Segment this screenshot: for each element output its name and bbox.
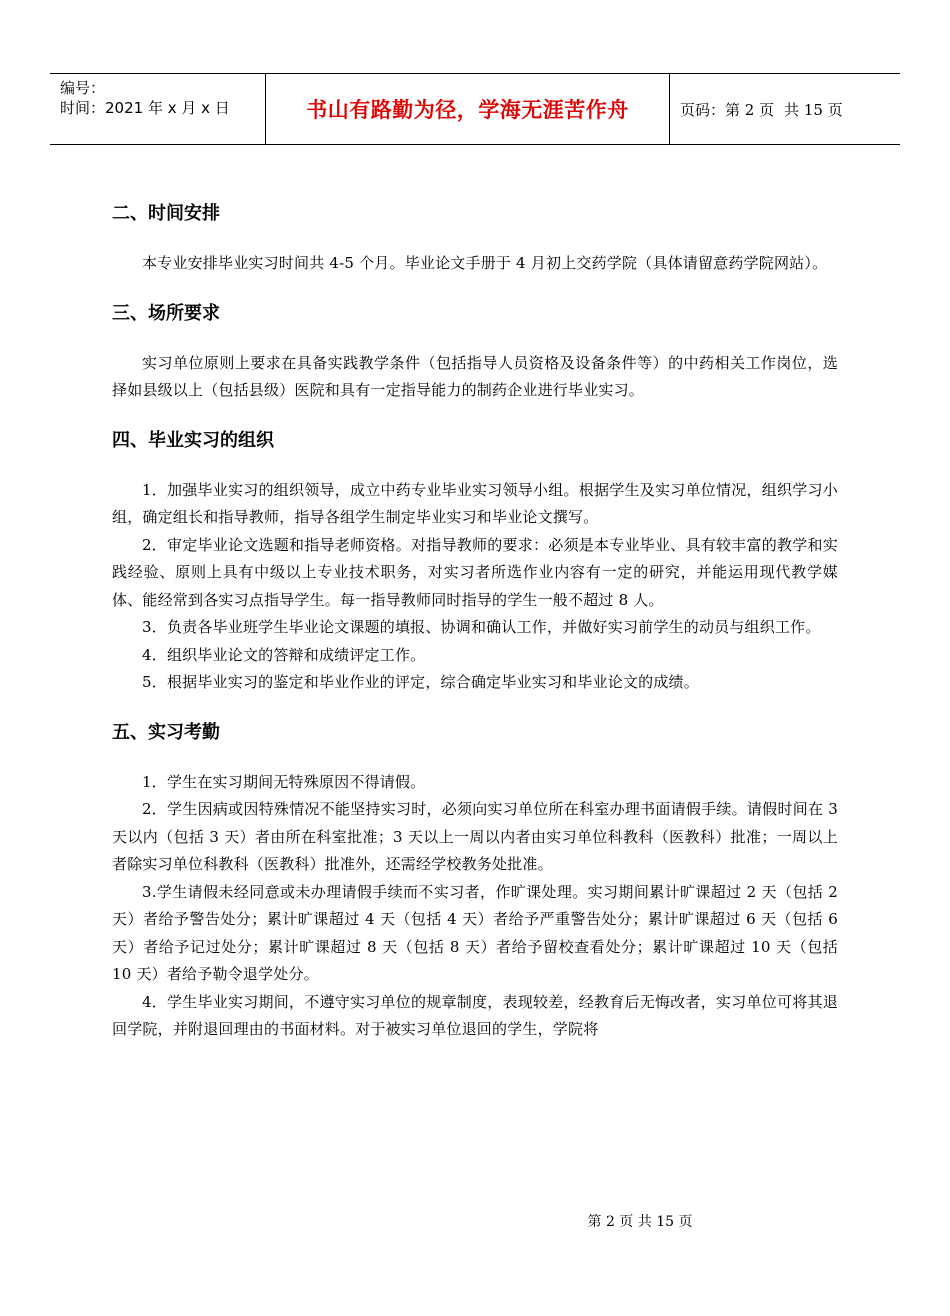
header-motto-cell — [266, 74, 670, 144]
paragraph: 本专业安排毕业实习时间共 4-5 个月。毕业论文手册于 4 月初上交药学院（具体请留意药学院网站）。 — [142, 254, 828, 272]
document-number-label: 编号： — [60, 79, 106, 97]
header-page-total: 共 15 页 — [784, 100, 843, 119]
paragraph: 3.学生请假未经同意或未办理请假手续而不实习者，作旷课处理。实习期间累计旷课超过 2 天（包括 2 天）者给予警告处分；累计旷课超过 4 天（包括 4 天）者给予严重警告处分；累计旷课超过 6 天（包括 6 天）者给予记过处分；累计旷课超过 8 天（包括 8 天）者给予留校查看处分；累计旷课超过 10 天（包括 10 天）者给予勒令退学处分。 — [112, 882, 838, 983]
paragraph: 1．加强毕业实习的组织领导，成立中药专业毕业实习领导小组。根据学生及实习单位情况，组织学习小组，确定组长和指导教师，指导各组学生制定毕业实习和毕业论文撰写。 — [112, 480, 838, 526]
paragraph: 实习单位原则上要求在具备实践教学条件（包括指导人员资格及设备条件等）的中药相关工作岗位，选择如县级以上（包括县级）医院和具有一定指导能力的制药企业进行毕业实习。 — [112, 353, 838, 399]
paragraph: 4．学生毕业实习期间，不遵守实习单位的规章制度，表现较差，经教育后无悔改者，实习单位可将其退回学院，并附退回理由的书面材料。对于被实习单位退回的学生，学院将 — [112, 992, 838, 1038]
footer-page-number: 第 2 页 共 15 页 — [587, 1214, 693, 1230]
paragraph: 2．学生因病或因特殊情况不能坚持实习时，必须向实习单位所在科室办理书面请假手续。请假时间在 3 天以内（包括 3 天）者由所在科室批准；3 天以上一周以内者由实习单位科教科（医教科）批准；一周以上者除实习单位科教科（医教科）批准外，还需经学校教务处批准。 — [112, 800, 838, 873]
section-heading-organization: 四、毕业实习的组织 — [112, 429, 274, 451]
paragraph: 5．根据毕业实习的鉴定和毕业作业的评定，综合确定毕业实习和毕业论文的成绩。 — [142, 673, 699, 691]
document-body — [112, 200, 838, 1044]
section-heading-schedule: 二、时间安排 — [112, 203, 220, 224]
page-header — [50, 73, 900, 145]
header-page-number: 页码：第 2 页 — [680, 100, 775, 119]
paragraph: 4．组织毕业论文的答辩和成绩评定工作。 — [142, 645, 426, 664]
paragraph: 2．审定毕业论文选题和指导老师资格。对指导教师的要求：必须是本专业毕业、具有较丰富的教学和实践经验、原则上具有中级以上专业技术职务，对实习者所选作业内容有一定的研究，并能运用现代教学媒体、能经常到各实习点指导学生。每一指导教师同时指导的学生一般不超过 8 人。 — [112, 535, 838, 609]
document-time-label: 时间：2021 年 x 月 x 日 — [60, 99, 230, 117]
paragraph: 1．学生在实习期间无特殊原因不得请假。 — [142, 772, 426, 791]
section-heading-attendance: 五、实习考勤 — [112, 721, 220, 743]
header-page-cell — [670, 74, 900, 144]
header-meta-cell — [50, 74, 266, 144]
paragraph: 3．负责各毕业班学生毕业论文课题的填报、协调和确认工作，并做好实习前学生的动员与组织工作。 — [142, 618, 821, 636]
page-footer — [0, 1211, 950, 1231]
header-motto: 书山有路勤为径，学海无涯苦作舟 — [306, 98, 629, 122]
section-heading-venue: 三、场所要求 — [112, 302, 220, 324]
